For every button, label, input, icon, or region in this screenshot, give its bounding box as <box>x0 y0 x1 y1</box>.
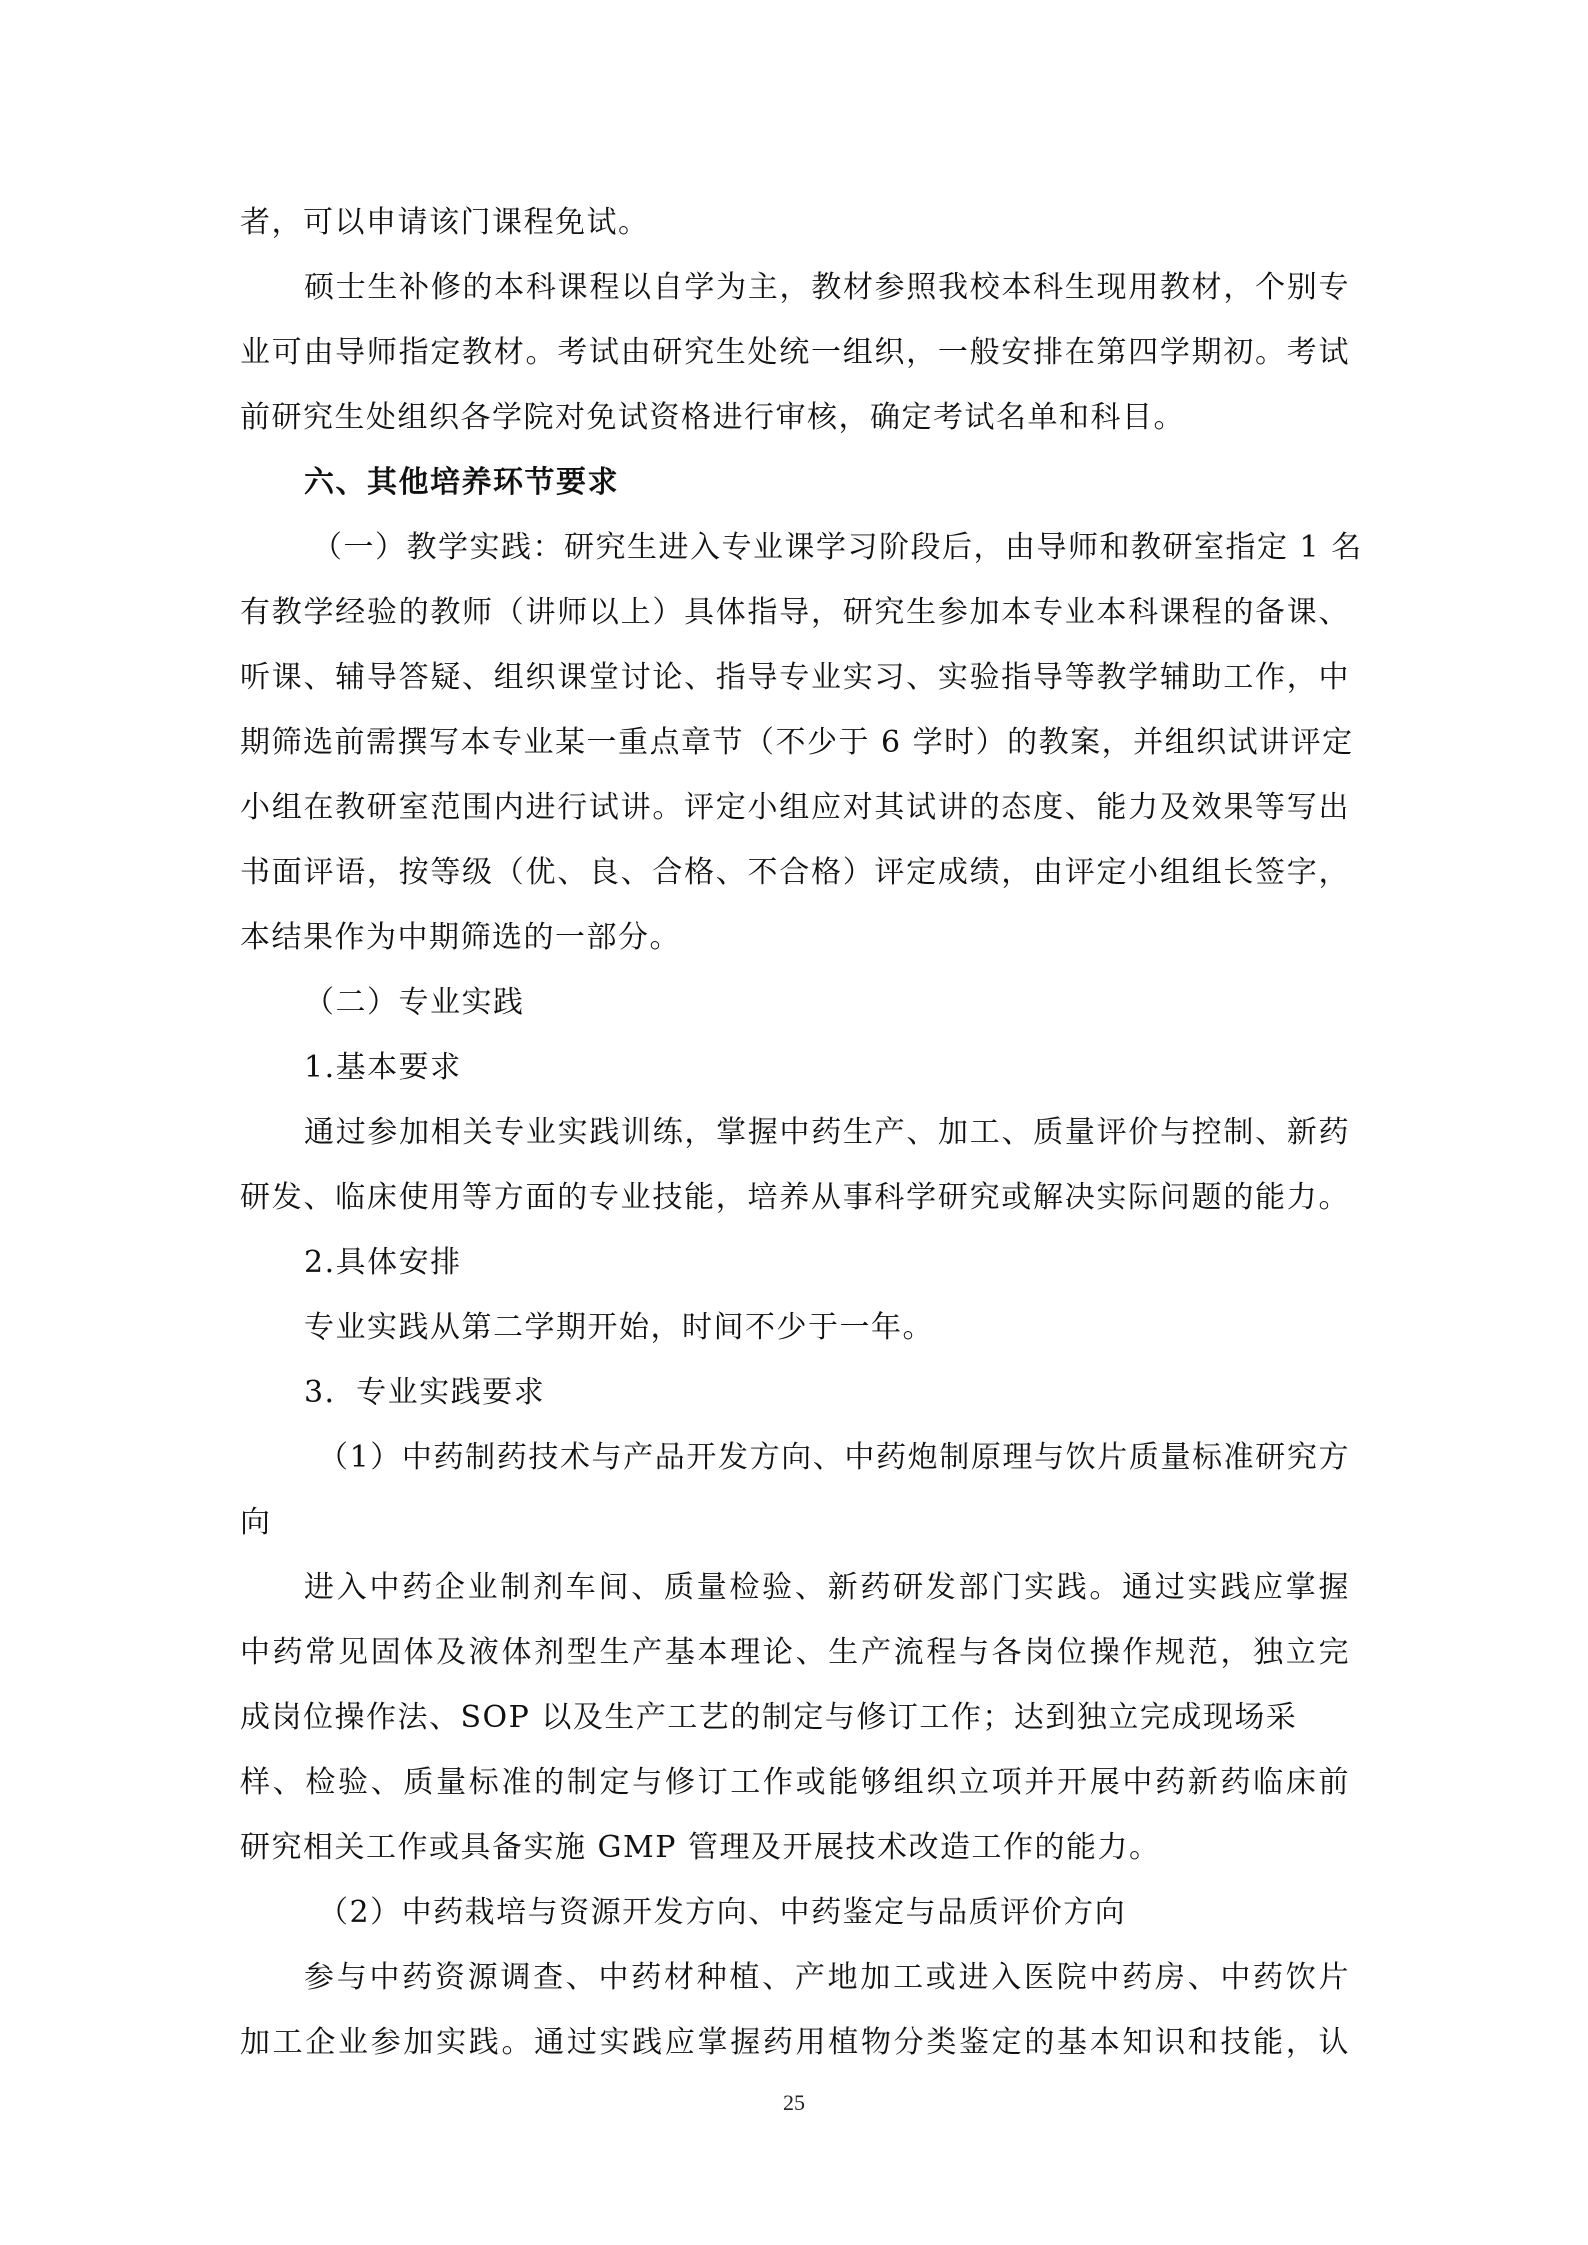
section-heading: 六、其他培养环节要求 <box>304 465 619 500</box>
paragraph-first-line: 进入中药企业制剂车间、质量检验、新药研发部门实践。通过实践应掌握 <box>304 1570 1350 1605</box>
paragraph-first-line: 硕士生补修的本科课程以自学为主，教材参照我校本科生现用教材，个别专 <box>304 270 1350 305</box>
text-line: 研发、临床使用等方面的专业技能，培养从事科学研究或解决实际问题的能力。 <box>240 1180 1350 1215</box>
subsection-heading: （二）专业实践 <box>304 985 525 1020</box>
text-line: 书面评语，按等级（优、良、合格、不合格）评定成绩，由评定小组组长签字， <box>240 855 1350 890</box>
subsection-heading: 1.基本要求 <box>304 1050 462 1085</box>
text-line: 听课、辅导答疑、组织课堂讨论、指导专业实习、实验指导等教学辅助工作，中 <box>240 660 1350 695</box>
text-line: 加工企业参加实践。通过实践应掌握药用植物分类鉴定的基本知识和技能，认 <box>240 2025 1350 2060</box>
paragraph-first-line: 参与中药资源调查、中药材种植、产地加工或进入医院中药房、中药饮片 <box>304 1960 1350 1995</box>
body-text <box>240 190 1363 2075</box>
text-line: 专业实践从第二学期开始，时间不少于一年。 <box>304 1310 934 1345</box>
text-line: 者，可以申请该门课程免试。 <box>240 205 650 240</box>
subsection-heading: 3．专业实践要求 <box>304 1375 546 1410</box>
text-line: 中药常见固体及液体剂型生产基本理论、生产流程与各岗位操作规范，独立完 <box>240 1635 1350 1670</box>
page-number: 25 <box>783 2090 805 2115</box>
text-line: 前研究生处组织各学院对免试资格进行审核，确定考试名单和科目。 <box>240 400 1185 435</box>
item-heading: （2）中药栽培与资源开发方向、中药鉴定与品质评价方向 <box>318 1895 1127 1930</box>
text-line: 向 <box>240 1505 272 1540</box>
text-line: 业可由导师指定教材。考试由研究生处统一组织，一般安排在第四学期初。考试 <box>240 335 1350 370</box>
text-line: 成岗位操作法、SOP 以及生产工艺的制定与修订工作；达到独立完成现场采 <box>240 1700 1298 1735</box>
text-line: 有教学经验的教师（讲师以上）具体指导，研究生参加本专业本科课程的备课、 <box>240 595 1350 630</box>
text-line: 期筛选前需撰写本专业某一重点章节（不少于 6 学时）的教案，并组织试讲评定 <box>240 725 1354 760</box>
item-heading: （1）中药制药技术与产品开发方向、中药炮制原理与饮片质量标准研究方 <box>318 1440 1350 1475</box>
text-line: 本结果作为中期筛选的一部分。 <box>240 920 681 955</box>
text-line: 小组在教研室范围内进行试讲。评定小组应对其试讲的态度、能力及效果等写出 <box>240 790 1350 825</box>
subsection-heading: 2.具体安排 <box>304 1245 462 1280</box>
paragraph-first-line: 通过参加相关专业实践训练，掌握中药生产、加工、质量评价与控制、新药 <box>304 1115 1350 1150</box>
text-line: 研究相关工作或具备实施 GMP 管理及开展技术改造工作的能力。 <box>240 1830 1161 1865</box>
text-line: 样、检验、质量标准的制定与修订工作或能够组织立项并开展中药新药临床前 <box>240 1765 1350 1800</box>
paragraph-first-line: （一）教学实践：研究生进入专业课学习阶段后，由导师和教研室指定 1 名 <box>312 530 1363 565</box>
